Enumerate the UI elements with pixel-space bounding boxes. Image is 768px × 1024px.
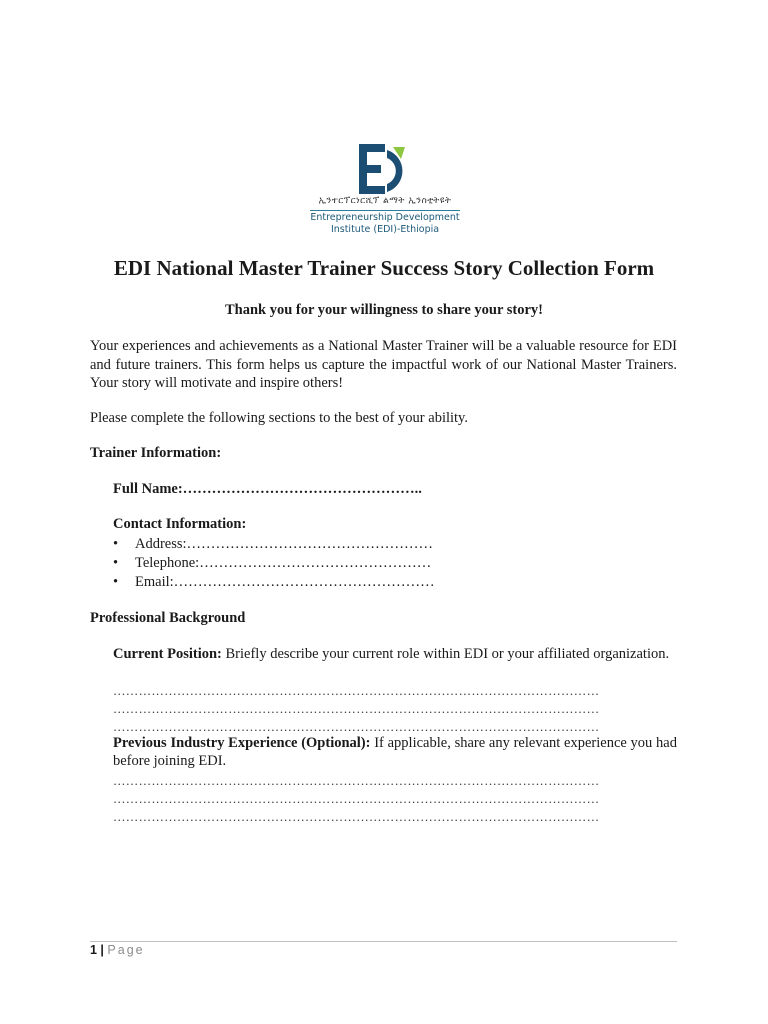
current-position-prompt bbox=[113, 646, 677, 664]
previous-experience-answer-line[interactable]: …………………………………………………………………………………………………… bbox=[113, 810, 600, 824]
page-footer bbox=[90, 943, 145, 957]
logo-divider bbox=[310, 210, 460, 211]
professional-background-heading: Professional Background bbox=[90, 610, 246, 626]
footer-separator: | bbox=[96, 943, 108, 957]
previous-experience-prompt bbox=[113, 735, 677, 770]
contact-telephone-field[interactable] bbox=[113, 555, 435, 574]
logo-amharic-text: ኢንተርፕርነርሺፕ ልማት ኢንስቲትዩት bbox=[318, 196, 452, 206]
previous-experience-description: If applicable, share any relevant experience you had before joining EDI. bbox=[113, 735, 677, 769]
full-name-field[interactable]: Full Name:………………………………………….. bbox=[113, 481, 422, 497]
contact-address-text: Address:…………………………………………… bbox=[135, 536, 434, 552]
contact-email-field[interactable] bbox=[113, 574, 435, 593]
previous-experience-answer-line[interactable]: …………………………………………………………………………………………………… bbox=[113, 774, 600, 788]
edi-logo-mark bbox=[357, 142, 413, 198]
edi-logo bbox=[300, 140, 470, 240]
current-position-label: Current Position: bbox=[113, 646, 222, 662]
contact-address-field[interactable] bbox=[113, 536, 435, 555]
current-position-answer-line[interactable]: …………………………………………………………………………………………………… bbox=[113, 720, 600, 734]
previous-experience-answer-line[interactable]: …………………………………………………………………………………………………… bbox=[113, 792, 600, 806]
page-number: 1 bbox=[90, 943, 97, 957]
thank-you-note: Thank you for your willingness to share your story! bbox=[225, 302, 543, 318]
trainer-information-heading: Trainer Information: bbox=[90, 445, 222, 461]
intro-paragraph: Your experiences and achievements as a National Master Trainer will be a valuable resource for EDI and future trainers. This form helps us capture the impactful work of our National Master Trainers. Your story will motivate and inspire others! bbox=[90, 338, 677, 391]
current-position-description: Briefly describe your current role within EDI or your affiliated organization. bbox=[221, 646, 670, 662]
current-position-answer-line[interactable]: …………………………………………………………………………………………………… bbox=[113, 702, 600, 716]
page-label: Page bbox=[107, 943, 145, 957]
contact-list bbox=[113, 536, 435, 593]
form-title: EDI National Master Trainer Success Story Collection Form bbox=[113, 256, 655, 280]
footer-divider bbox=[90, 941, 677, 942]
contact-email-text: Email:……………………………………………… bbox=[135, 574, 435, 590]
bullet-icon: • bbox=[113, 555, 119, 571]
current-position-answer-line[interactable]: …………………………………………………………………………………………………… bbox=[113, 684, 600, 698]
previous-experience-label: Previous Industry Experience (Optional): bbox=[113, 735, 371, 751]
bullet-icon: • bbox=[113, 574, 119, 590]
logo-org-name-line1: Entrepreneurship Development bbox=[310, 212, 460, 223]
bullet-icon: • bbox=[113, 536, 119, 552]
contact-telephone-text: Telephone:………………………………………… bbox=[135, 555, 432, 571]
contact-information-heading: Contact Information: bbox=[113, 516, 247, 532]
instruction-paragraph: Please complete the following sections to the best of your ability. bbox=[90, 410, 468, 426]
logo-org-name-line2: Institute (EDI)-Ethiopia bbox=[330, 224, 440, 235]
